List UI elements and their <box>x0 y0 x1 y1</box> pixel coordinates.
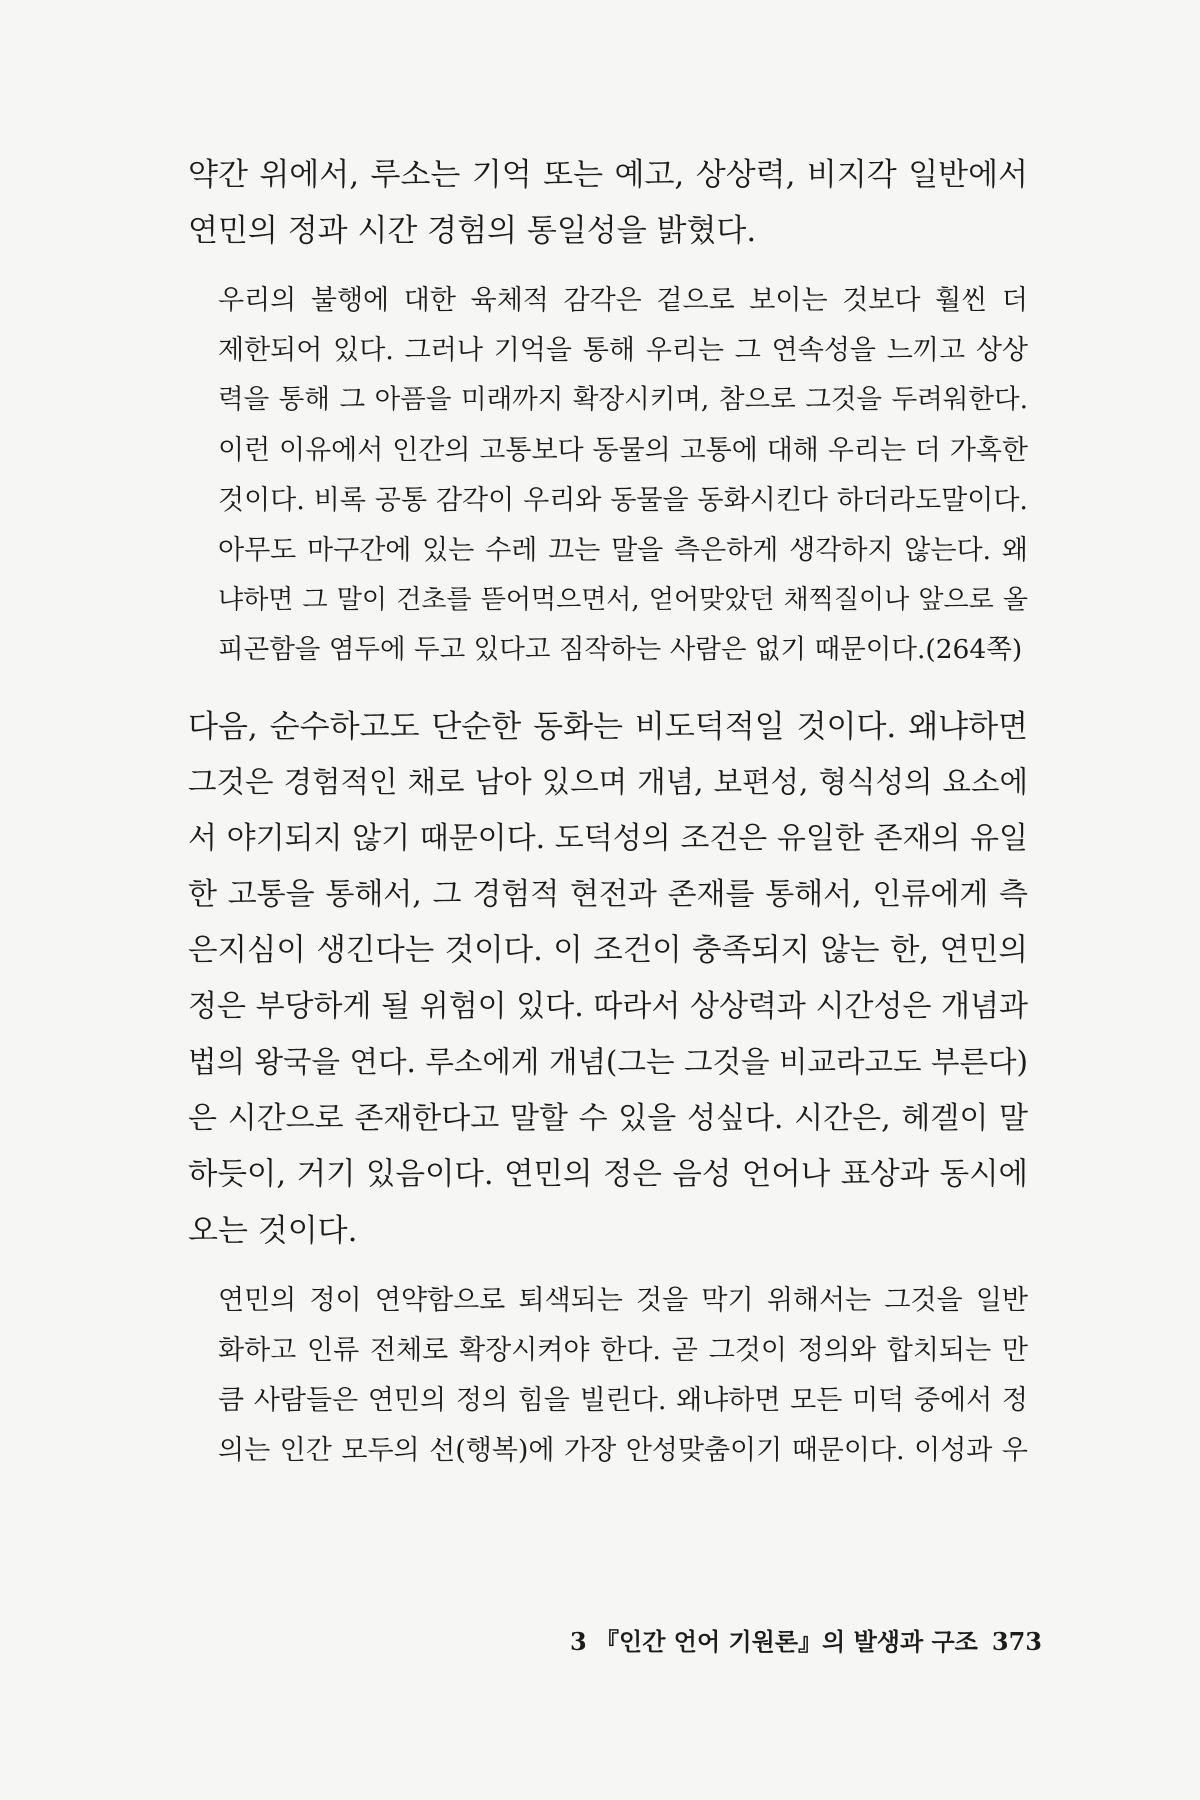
body-line: 서 야기되지 않기 때문이다. 도덕성의 조건은 유일한 존재의 유일 <box>188 821 1028 856</box>
quote-line: 큼 사람들은 연민의 정의 힘을 빌린다. 왜냐하면 모든 미덕 중에서 정 <box>218 1385 1028 1416</box>
body-line: 법의 왕국을 연다. 루소에게 개념(그는 그것을 비교라고도 부른다) <box>188 1045 1028 1079</box>
quote-line: 력을 통해 그 아픔을 미래까지 확장시키며, 참으로 그것을 두려워한다. <box>218 384 1028 415</box>
quote-line: 피곤함을 염두에 두고 있다고 짐작하는 사람은 없기 때문이다.(264쪽) <box>218 634 1023 665</box>
body-line: 정은 부당하게 될 위험이 있다. 따라서 상상력과 시간성은 개념과 <box>188 989 1028 1024</box>
page-footer <box>570 1622 1042 1657</box>
body-line: 한 고통을 통해서, 그 경험적 현전과 존재를 통해서, 인류에게 측 <box>188 877 1028 912</box>
body-line: 약간 위에서, 루소는 기억 또는 예고, 상상력, 비지각 일반에서 <box>188 157 1028 193</box>
quote-line: 우리의 불행에 대한 육체적 감각은 겉으로 보이는 것보다 훨씬 더 <box>218 285 1028 316</box>
quote-line: 냐하면 그 말이 건초를 뜯어먹으면서, 얻어맞았던 채찍질이나 앞으로 올 <box>218 585 1028 615</box>
body-line: 연민의 정과 시간 경험의 통일성을 밝혔다. <box>188 213 757 249</box>
quote-line: 이런 이유에서 인간의 고통보다 동물의 고통에 대해 우리는 더 가혹한 <box>218 435 1028 466</box>
page-number: 373 <box>991 1627 1042 1656</box>
body-line: 은지심이 생긴다는 것이다. 이 조건이 충족되지 않는 한, 연민의 <box>188 933 1028 968</box>
running-title: 3 『인간 언어 기원론』의 발생과 구조 <box>570 1627 978 1656</box>
quote-line: 화하고 인류 전체로 확장시켜야 한다. 곧 그것이 정의와 합치되는 만 <box>218 1335 1028 1366</box>
quote-line: 연민의 정이 연약함으로 퇴색되는 것을 막기 위해서는 그것을 일반 <box>218 1285 1028 1316</box>
quote-line: 의는 인간 모두의 선(행복)에 가장 안성맞춤이기 때문이다. 이성과 우 <box>218 1435 1028 1466</box>
quote-line: 제한되어 있다. 그러나 기억을 통해 우리는 그 연속성을 느끼고 상상 <box>218 335 1028 366</box>
quote-line: 것이다. 비록 공통 감각이 우리와 동물을 동화시킨다 하더라도말이다. <box>218 485 1028 516</box>
body-line: 하듯이, 거기 있음이다. 연민의 정은 음성 언어나 표상과 동시에 <box>188 1157 1028 1192</box>
body-line: 은 시간으로 존재한다고 말할 수 있을 성싶다. 시간은, 헤겔이 말 <box>188 1101 1028 1136</box>
body-line: 오는 것이다. <box>188 1213 358 1249</box>
body-line: 그것은 경험적인 채로 남아 있으며 개념, 보편성, 형식성의 요소에 <box>188 765 1028 799</box>
body-line: 다음, 순수하고도 단순한 동화는 비도덕적일 것이다. 왜냐하면 <box>188 709 1028 745</box>
quote-line: 아무도 마구간에 있는 수레 끄는 말을 측은하게 생각하지 않는다. 왜 <box>218 535 1028 566</box>
